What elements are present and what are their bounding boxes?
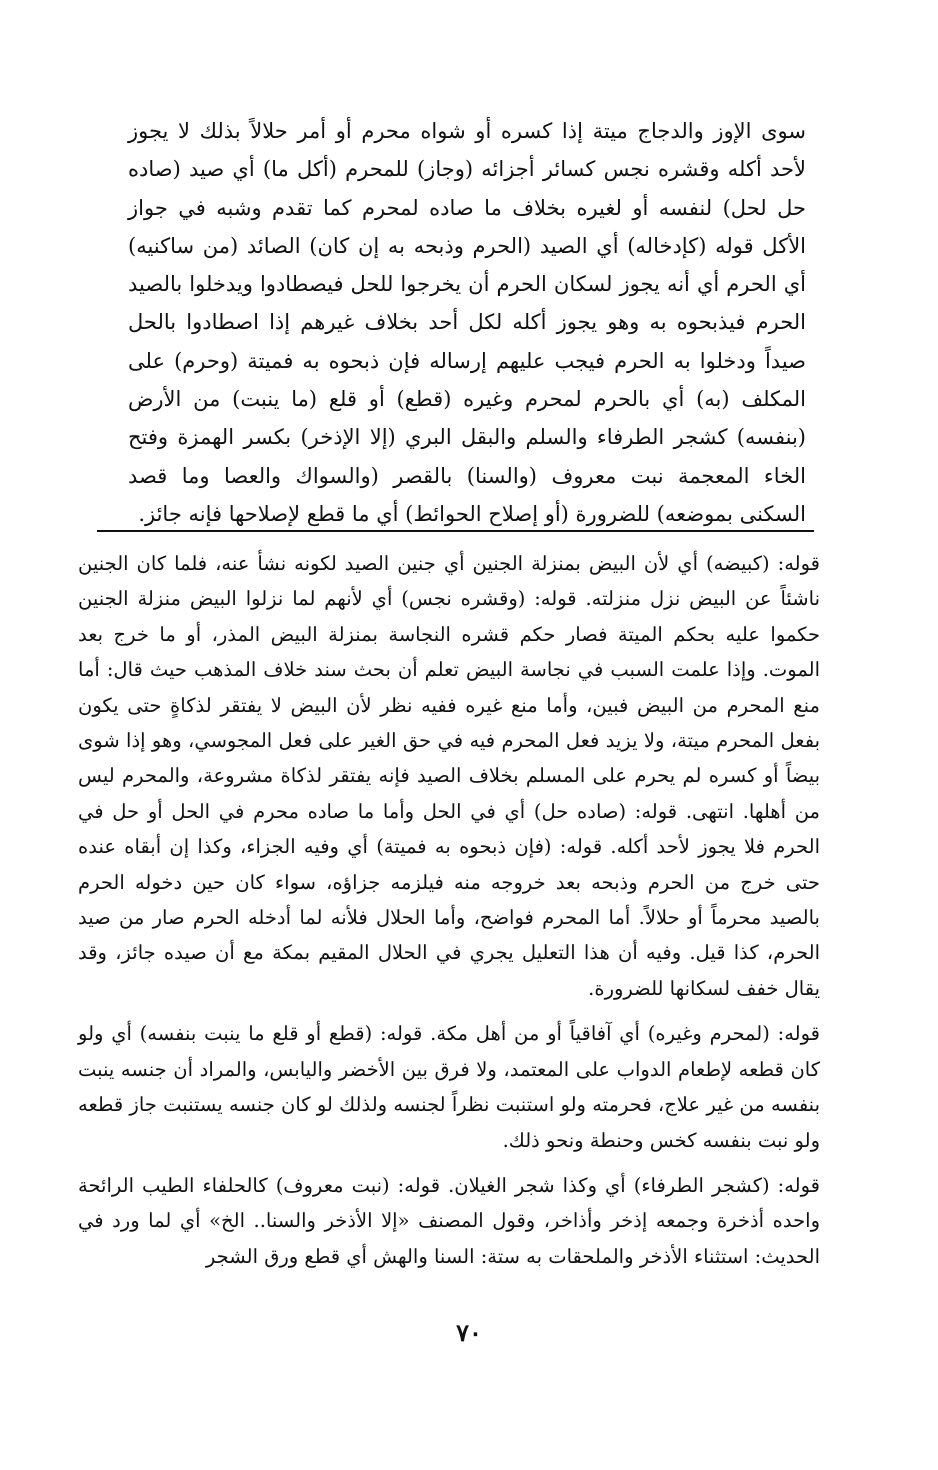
commentary-paragraph: قوله: (لمحرم وغيره) أي آفاقياً أو من أهل مكة. قوله: (قطع أو قلع ما ينبت بنفسه) أي ولو كان قطعه لإطعام الدواب على المعتمد، ولا فرق بين الأخضر واليابس، والمراد أن جنسه ينبت بنفسه من غير علاج، فحرمته ولو استنبت نظراً لجنسه ولذلك لو كان جنسه يستنبت جاز قطعه ولو نبت بنفسه كخس وحنطة ونحو ذلك. <box>78 1022 820 1152</box>
page-number: ٧٠ <box>456 1318 482 1347</box>
commentary-paragraph: قوله: (كشجر الطرفاء) أي وكذا شجر الغيلان. قوله: (نبت معروف) كالحلفاء الطيب الرائحة واحده أذخرة وجمعه إذخر وأذاخر، وقول المصنف «إلا الأذخر والسنا.. الخ» أي لما ورد في الحديث: استثناء الأذخر والملحقات به ستة: السنا والهش أي قطع ورق الشجر <box>78 1173 820 1268</box>
commentary-paragraph: قوله: (كبيضه) أي لأن البيض بمنزلة الجنين أي جنين الصيد لكونه نشأ عنه، فلما كان الجنين ناشئاً عن البيض نزل منزلته. قوله: (وقشره نجس) أي لأنهم لما نزلوا البيض منزلة الجنين حكموا عليه بحكم الميتة فصار حكم قشره النجاسة بمنزلة البيض المذر، أو ما خرج بعد الموت. وإذا علمت السبب في نجاسة البيض تعلم أن بحث سند خلاف المذهب حيث قال: أما منع المحرم من البيض فبين، وأما منع غيره ففيه نظر لأن البيض لا يفتقر لذكاةٍ حتى يكون بفعل المحرم ميتة، ولا يزيد فعل المحرم فيه في حق الغير على فعل المجوسي، وهو إذا شوى بيضاً أو كسره لم يحرم على المسلم بخلاف الصيد فإنه يفتقر لذكاة مشروعة، والمحرم ليس من أهلها. انتهى. قوله: (صاده حل) أي في الحل وأما ما صاده محرم في الحل أو حل في الحرم فلا يجوز لأحد أكله. قوله: (فإن ذبحوه به فميتة) أي وفيه الجزاء، وكذا إن أبقاه عنده حتى خرج من الحرم وذبحه بعد خروجه منه فيلزمه جزاؤه، سواء كان حين دخوله الحرم بالصيد محرماً أو حلالاً. أما المحرم فواضح، وأما الحلال فلأنه لما أدخله الحرم صار من صيد الحرم، كذا قيل. وفيه أن هذا التعليل يجري في الحلال المقيم بمكة مع أن صيده جائز، وقد يقال خفف لسكانها للضرورة. <box>78 552 821 1000</box>
commentary-section <box>78 546 820 1274</box>
footnote-divider <box>97 530 814 532</box>
main-text: سوى الإوز والدجاج ميتة إذا كسره أو شواه محرم أو أمر حلالاً بذلك لا يجوز لأحد أكله وقشره نجس كسائر أجزائه (وجاز) للمحرم (أكل ما) أي صيد (صاده حل لحل) لنفسه أو لغيره بخلاف ما صاده لمحرم كما تقدم وشبه في جواز الأكل قوله (كإدخاله) أي الصيد (الحرم وذبحه به إن كان) الصائد (من ساكنيه) أي الحرم أي أنه يجوز لسكان الحرم أن يخرجوا للحل فيصطادوا ويدخلوا بالصيد الحرم فيذبحوه به وهو يجوز أكله لكل أحد بخلاف غيرهم إذا اصطادوا بالحل صيداً ودخلوا به الحرم فيجب عليهم إرساله فإن ذبحوه به فميتة (وحرم) على المكلف (به) أي بالحرم لمحرم وغيره (قطع) أو قلع (ما ينبت) من الأرض (بنفسه) كشجر الطرفاء والسلم والبقل البري (إلا الإذخر) بكسر الهمزة وفتح الخاء المعجمة نبت معروف (والسنا) بالقصر (والسواك والعصا وما قصد السكنى بموضعه) للضرورة (أو إصلاح الحوائط) أي ما قطع لإصلاحها فإنه جائز. <box>128 119 806 526</box>
